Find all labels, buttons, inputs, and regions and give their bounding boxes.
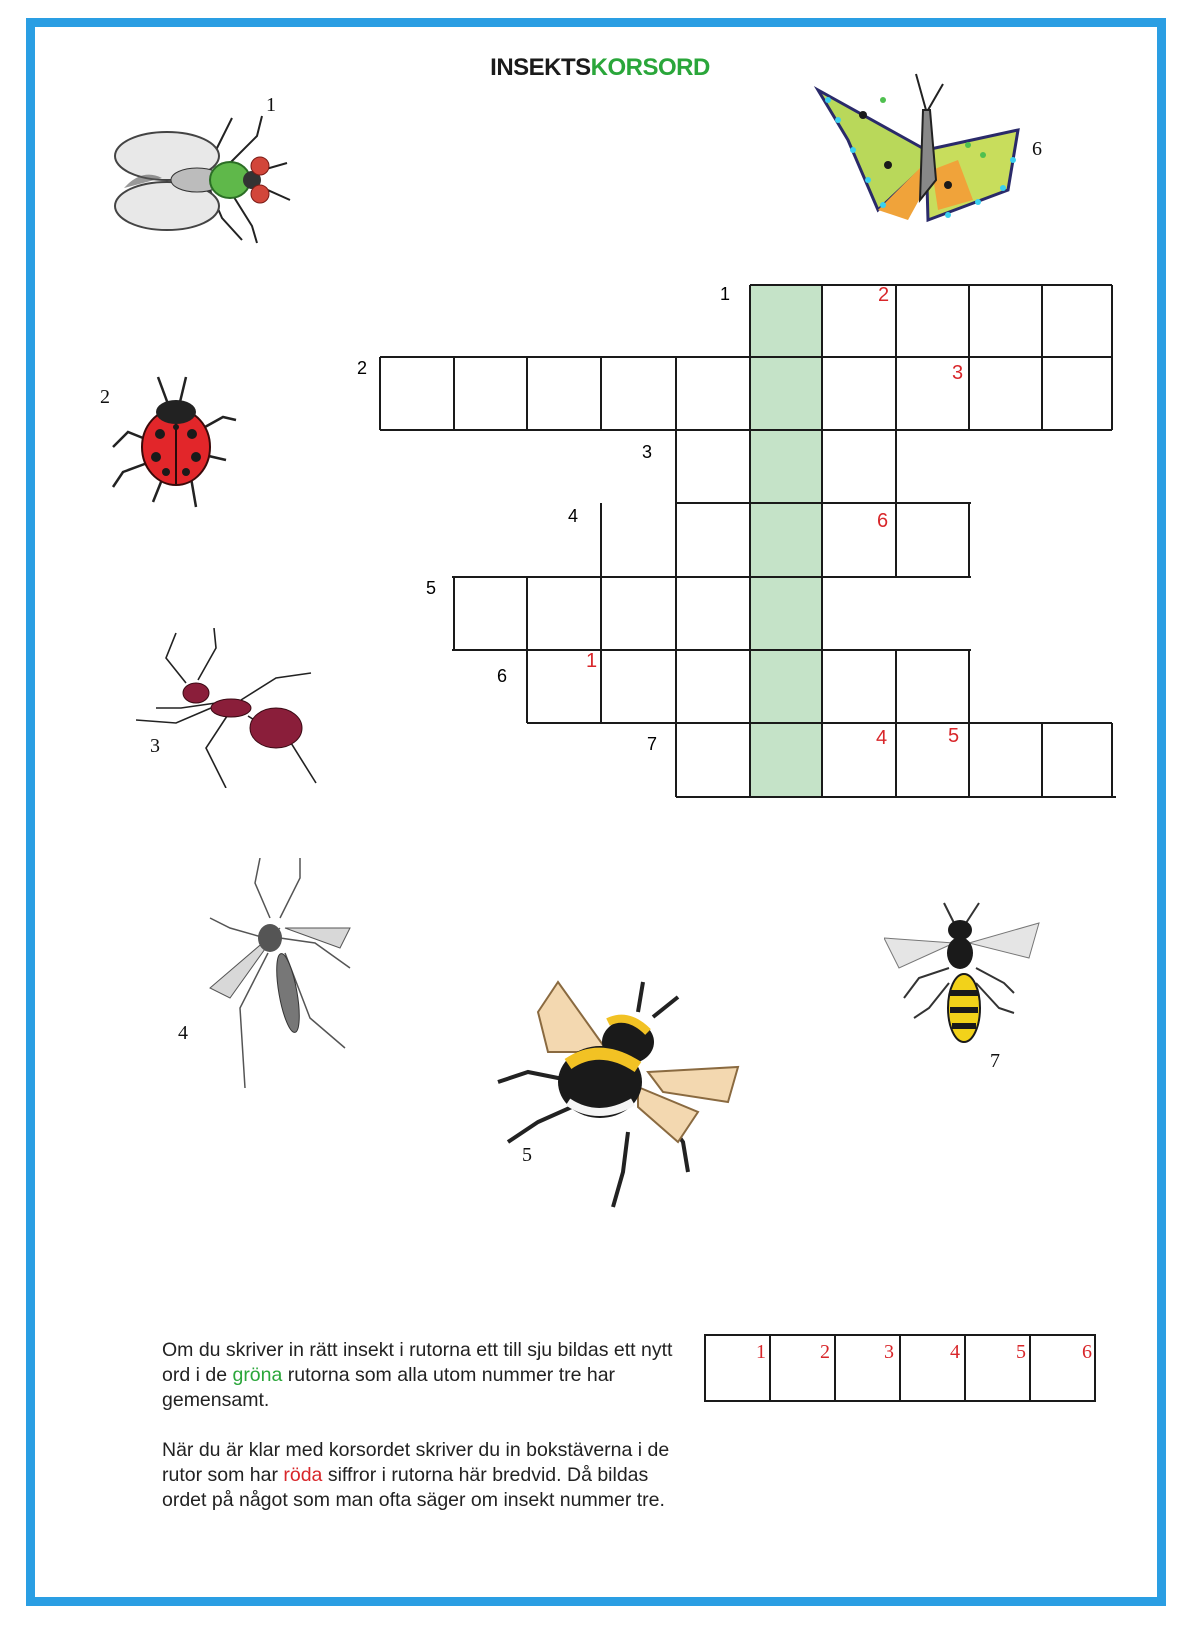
red-word: röda [283, 1464, 323, 1486]
instructions-paragraph-1: Om du skriver in rätt insekt i rutorna ett till sju bildas ett nytt ord i de gröna rutorna som alla utom nummer tre har gemensamt. [162, 1339, 673, 1411]
wasp-icon [884, 898, 1040, 1048]
green-word: gröna [232, 1364, 283, 1386]
clue-number-7: 7 [647, 734, 658, 754]
clue-number-6: 6 [497, 666, 508, 686]
answer-boxes [704, 1334, 1100, 1408]
answer-number-2: 2 [820, 1341, 830, 1363]
clue-number-2: 2 [357, 358, 368, 378]
picture-number-5: 5 [522, 1144, 532, 1166]
mosquito-icon [200, 858, 360, 1098]
picture-number-4: 4 [178, 1022, 188, 1044]
clue-number-4: 4 [568, 506, 579, 526]
answer-number-6: 6 [1082, 1341, 1092, 1363]
red-marker-2: 2 [878, 284, 890, 306]
picture-number-7: 7 [990, 1050, 1000, 1072]
answer-number-1: 1 [756, 1341, 766, 1363]
bumblebee-icon [488, 972, 748, 1212]
red-marker-5: 5 [948, 725, 960, 747]
answer-number-4: 4 [950, 1341, 960, 1363]
red-marker-4: 4 [876, 727, 888, 749]
clue-number-1: 1 [720, 284, 731, 304]
clue-number-3: 3 [642, 442, 653, 462]
instructions-paragraph-2: När du är klar med korsordet skriver du in bokstäverna i de rutor som har röda siffror i rutorna här bredvid. Då bildas ordet på något som man ofta säger om insekt nummer tre. [162, 1439, 670, 1511]
picture-number-2: 2 [100, 386, 110, 408]
green-column [750, 285, 822, 797]
clue-number-5: 5 [426, 578, 437, 598]
answer-number-3: 3 [884, 1341, 894, 1363]
page-title: INSEKTSKORSORD [490, 54, 710, 81]
picture-number-1: 1 [266, 94, 276, 116]
picture-number-6: 6 [1032, 138, 1042, 160]
red-marker-3: 3 [952, 362, 964, 384]
answer-number-5: 5 [1016, 1341, 1026, 1363]
red-marker-1: 1 [586, 650, 598, 672]
picture-number-3: 3 [150, 735, 160, 757]
red-marker-6: 6 [877, 510, 889, 532]
